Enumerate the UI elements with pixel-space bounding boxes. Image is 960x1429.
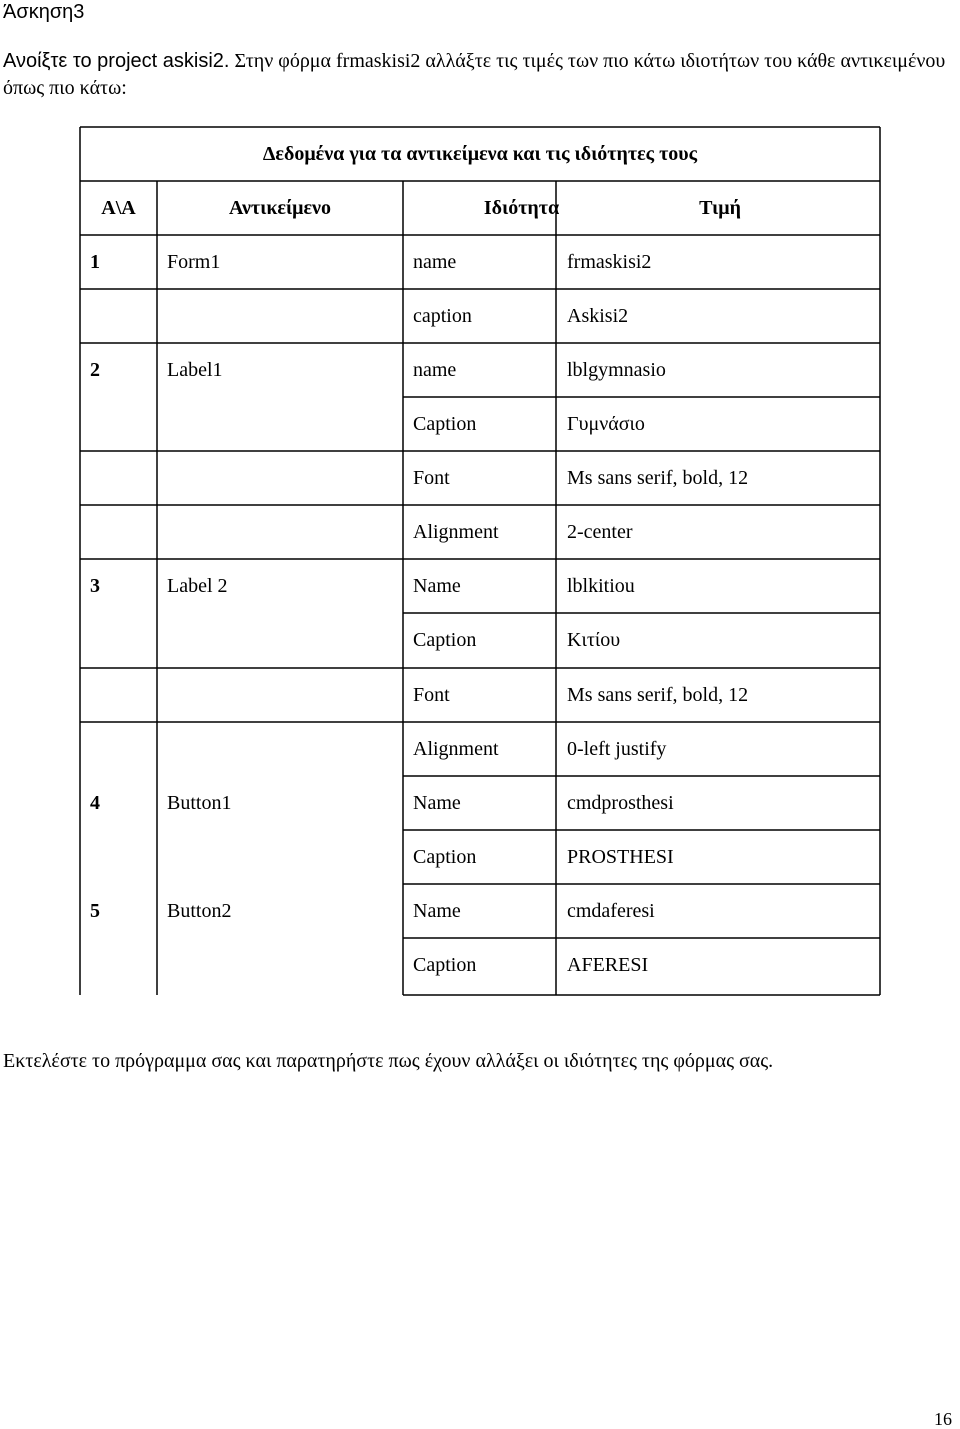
cell-value: Ms sans serif, bold, 12 [567, 467, 749, 489]
cell-property: Name [413, 575, 461, 597]
cell-value: AFERESI [567, 954, 649, 976]
cell-value: frmaskisi2 [567, 251, 652, 273]
cell-value: 2-center [567, 521, 633, 543]
exercise-title: Άσκηση3 [3, 1, 85, 23]
cell-object: Form1 [167, 251, 221, 273]
cell-property: Name [413, 900, 461, 922]
cell-property: Caption [413, 954, 477, 976]
cell-property: Name [413, 792, 461, 814]
cell-value: Γυμνάσιο [567, 413, 645, 435]
cell-property: name [413, 251, 457, 273]
cell-index: 5 [90, 900, 100, 922]
closing-instructions: Εκτελέστε το πρόγραμμα σας και παρατηρήστε πως έχουν αλλάξει οι ιδιότητες της φόρμας σας. [3, 1050, 774, 1072]
cell-property: Caption [413, 413, 477, 435]
cell-property: Alignment [413, 738, 499, 760]
cell-index: 3 [90, 575, 100, 597]
cell-property: caption [413, 305, 472, 327]
cell-property: Font [413, 684, 450, 706]
header-index: Α\Α [101, 197, 136, 219]
cell-index: 2 [90, 359, 100, 381]
cell-property: Font [413, 467, 450, 489]
cell-object: Button2 [167, 900, 232, 922]
cell-value: 0-left justify [567, 738, 667, 760]
cell-object: Label 2 [167, 575, 228, 597]
cell-object: Label1 [167, 359, 223, 381]
instructions-part-2: Στην φόρμα frmaskisi2 αλλάξτε τις τιμές των πιο κάτω ιδιοτήτων του κάθε αντικειμένου όπως πιο κάτω: [3, 50, 946, 99]
cell-value: Κιτίου [567, 629, 621, 651]
header-property: Ιδιότητα [483, 197, 560, 219]
cell-property: Caption [413, 846, 477, 868]
header-object: Αντικείμενο [229, 197, 331, 219]
cell-object: Button1 [167, 792, 232, 814]
page-number: 16 [934, 1409, 952, 1429]
cell-value: lblkitiou [567, 575, 635, 597]
instructions-part-1: Ανοίξτε το project askisi2. [3, 50, 230, 72]
cell-value: lblgymnasio [567, 359, 666, 381]
cell-value: Askisi2 [567, 305, 629, 327]
cell-index: 1 [90, 251, 100, 273]
cell-value: Ms sans serif, bold, 12 [567, 684, 749, 706]
cell-property: Alignment [413, 521, 499, 543]
header-value: Τιμή [699, 197, 741, 219]
cell-value: cmdaferesi [567, 900, 655, 922]
cell-value: PROSTHESI [567, 846, 674, 868]
cell-value: cmdprosthesi [567, 792, 674, 814]
cell-property: name [413, 359, 457, 381]
cell-index: 4 [90, 792, 100, 814]
instructions-paragraph [3, 48, 960, 102]
table-caption: Δεδομένα για τα αντικείμενα και τις ιδιότητες τους [262, 143, 698, 165]
cell-property: Caption [413, 629, 477, 651]
